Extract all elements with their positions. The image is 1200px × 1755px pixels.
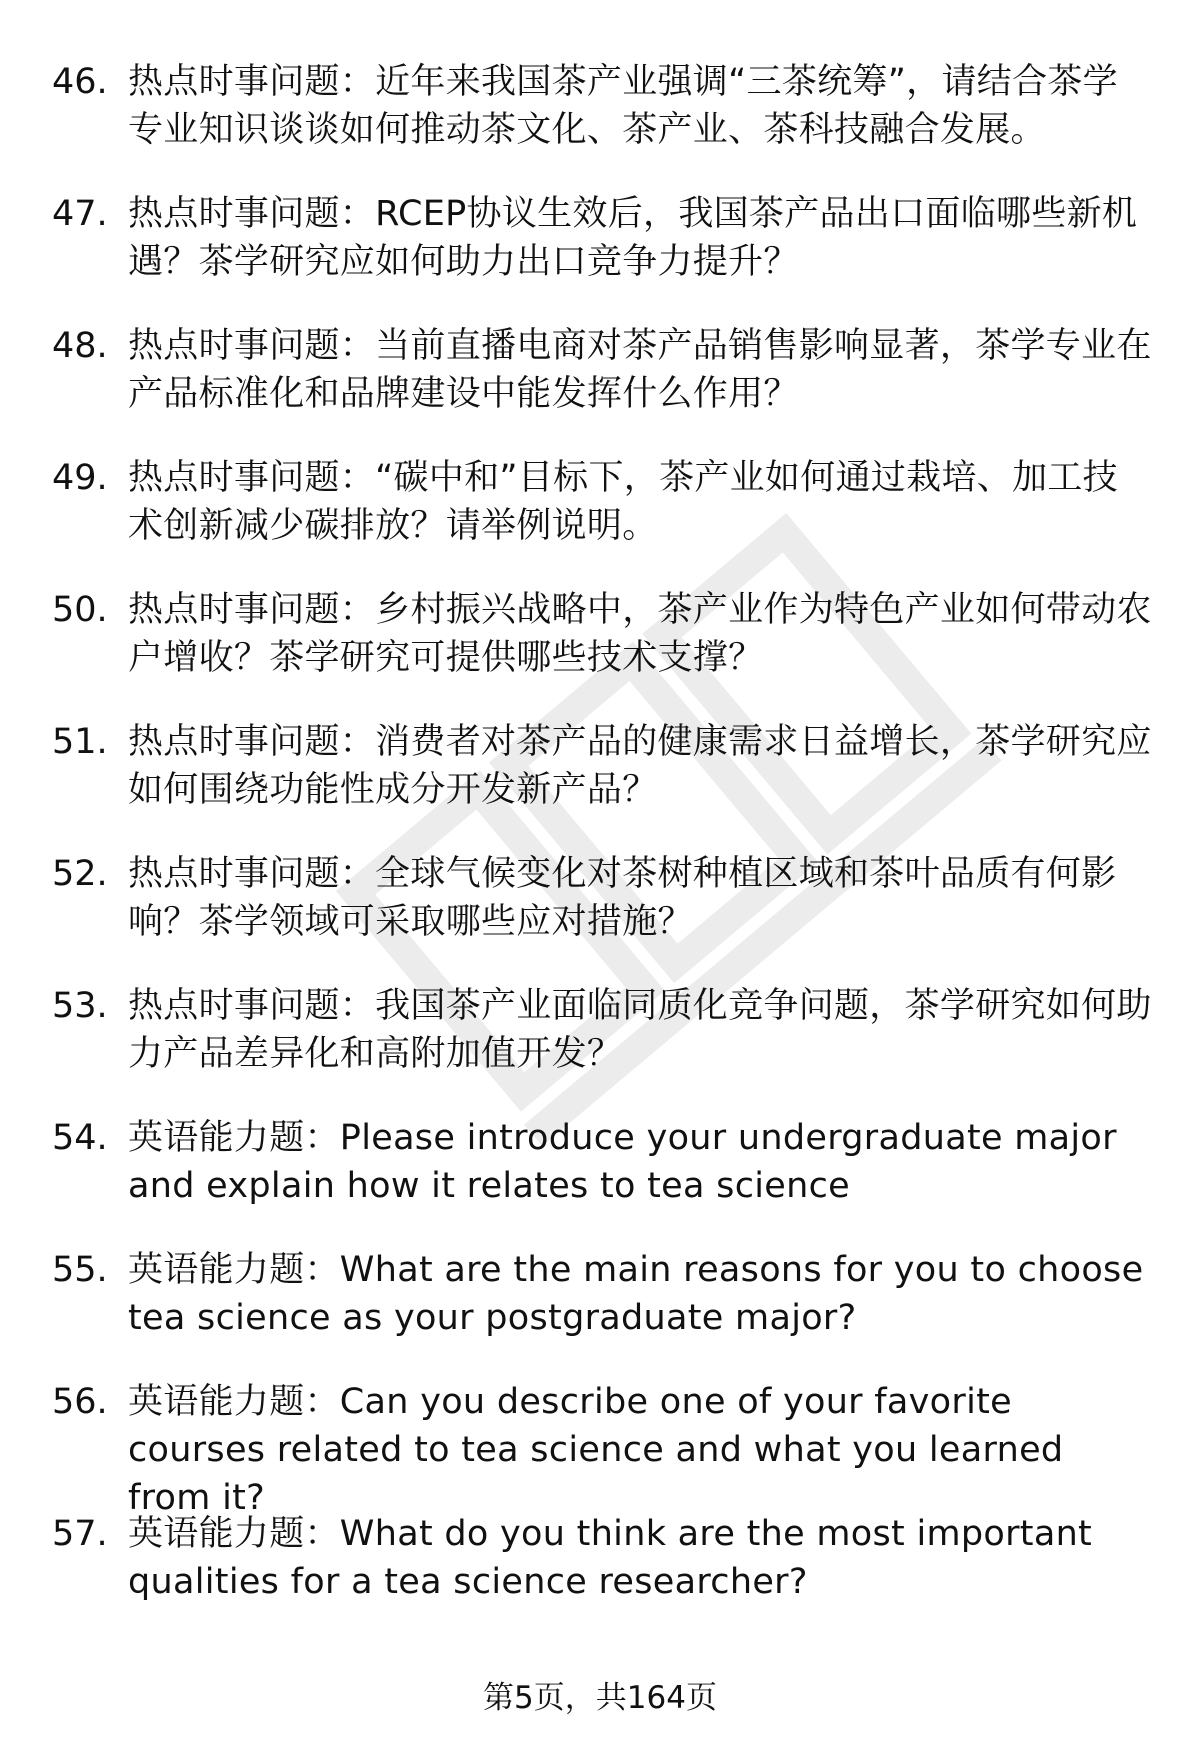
question-item [52,982,1152,1114]
question-text: 英语能力题：Please introduce your undergraduate major and explain how it relates to tea science [128,1118,1117,1206]
question-number: 52. [52,854,108,894]
question-item [52,1114,1152,1246]
question-number: 55. [52,1250,108,1290]
question-item [52,718,1152,850]
question-item [52,322,1152,454]
question-list [52,58,1152,1642]
question-text: 热点时事问题：消费者对茶产品的健康需求日益增长，茶学研究应如何围绕功能性成分开发新产品？ [128,722,1152,810]
question-item [52,1378,1152,1518]
question-item [52,1510,1152,1642]
question-text: 英语能力题：Can you describe one of your favorite courses related to tea science and what you learned from it? [128,1382,1064,1518]
question-number: 48. [52,326,108,366]
question-item [52,58,1152,190]
question-text: 热点时事问题：当前直播电商对茶产品销售影响显著，茶学专业在产品标准化和品牌建设中能发挥什么作用？ [128,326,1152,414]
question-text: 热点时事问题：“碳中和”目标下，茶产业如何通过栽培、加工技术创新减少碳排放？请举例说明。 [128,458,1118,546]
question-number: 47. [52,194,108,234]
question-number: 49. [52,458,108,498]
question-number: 53. [52,986,108,1026]
question-number: 54. [52,1118,108,1158]
question-text: 热点时事问题：RCEP协议生效后，我国茶产品出口面临哪些新机遇？茶学研究应如何助力出口竞争力提升？ [128,194,1138,282]
question-item [52,190,1152,322]
question-text: 英语能力题：What are the main reasons for you to choose tea science as your postgraduate major? [128,1250,1144,1338]
question-item [52,1246,1152,1378]
question-number: 46. [52,62,108,102]
question-number: 51. [52,722,108,762]
question-text: 热点时事问题：全球气候变化对茶树种植区域和茶叶品质有何影响？茶学领域可采取哪些应对措施？ [128,854,1117,942]
question-text: 热点时事问题：乡村振兴战略中，茶产业作为特色产业如何带动农户增收？茶学研究可提供哪些技术支撑？ [128,590,1152,678]
question-number: 56. [52,1382,108,1422]
question-number: 50. [52,590,108,630]
question-text: 热点时事问题：我国茶产业面临同质化竞争问题，茶学研究如何助力产品差异化和高附加值开发？ [128,986,1152,1074]
question-item [52,850,1152,982]
question-text: 英语能力题：What do you think are the most important qualities for a tea science researcher? [128,1514,1093,1602]
question-item [52,454,1152,586]
question-item [52,586,1152,718]
question-number: 57. [52,1514,108,1554]
page-number-footer: 第5页，共164页 [483,1680,717,1716]
question-text: 热点时事问题：近年来我国茶产业强调“三茶统筹”，请结合茶学专业知识谈谈如何推动茶文化、茶产业、茶科技融合发展。 [128,62,1118,150]
